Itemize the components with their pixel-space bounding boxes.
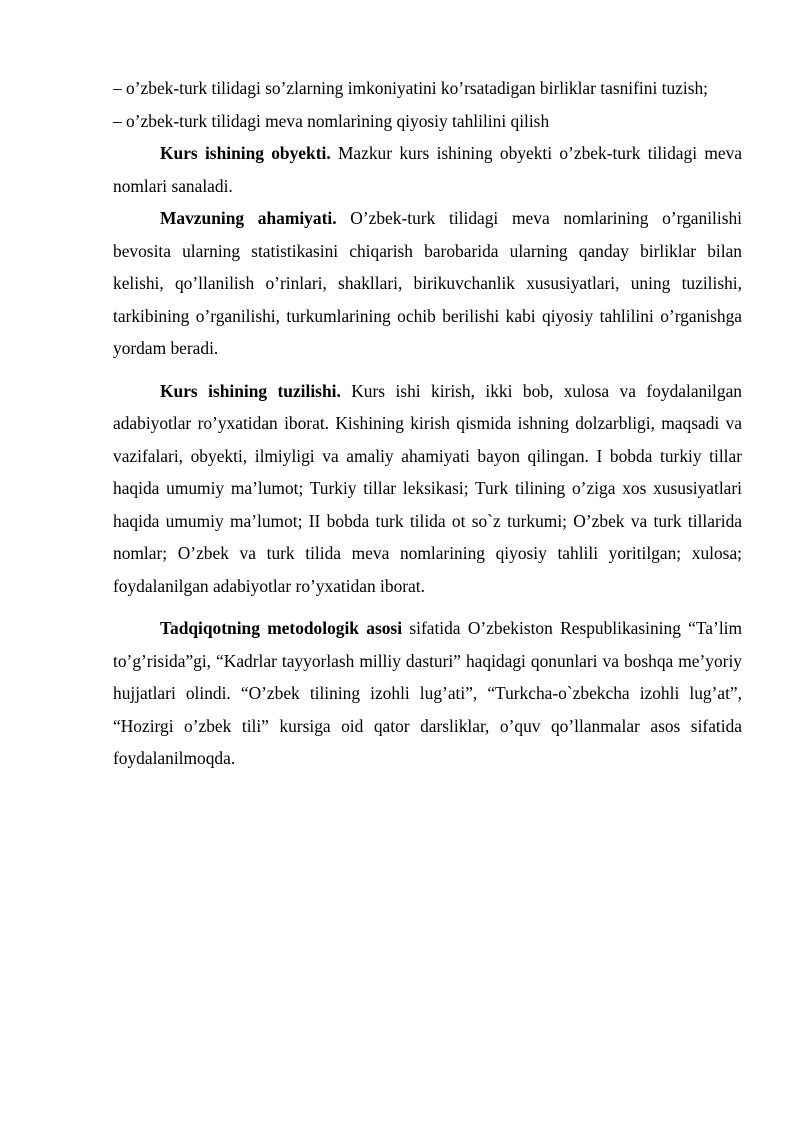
- document-page: [113, 72, 742, 775]
- task-item-comparative-analysis: – o’zbek-turk tilidagi meva nomlarining qiyosiy tahlilini qilish: [113, 110, 550, 131]
- text-topic-importance: O’zbek-turk tilidagi meva nomlarining o’rganilishi bevosita ularning statistikasini chiqarish barobarida ularning qanday birliklar bilan kelishi, qo’llanilish o’rinlari, shakllari, birikuvchanlik xususiyatlari, uning tuzilishi, tarkibining o’rganilishi, turkumlarining ochib berilishi kabi qiyosiy tahlilini o’rganishga yordam beradi.: [113, 208, 742, 358]
- heading-topic-importance: Mavzuning ahamiyati.: [160, 208, 337, 228]
- text-structure: Kurs ishi kirish, ikki bob, xulosa va foydalanilgan adabiyotlar ro’yxatidan iborat. Kishining kirish qismida ishning dolzarbligi, maqsadi va vazifalari, obyekti, ilmiyligi va amaliy ahamiyati bayon qilingan. I bobda turkiy tillar haqida umumiy ma’lumot; Turkiy tillar leksikasi; Turk tilining o’ziga xos xususiyatlari haqida umumiy ma’lumot; II bobda turk tilida ot so`z turkumi; O’zbek va turk tillarida nomlar; O’zbek va turk tilida meva nomlarining qiyosiy tahlili yoritilgan; xulosa; foydalanilgan adabiyotlar ro’yxatidan iborat.: [113, 380, 743, 596]
- heading-structure: Kurs ishining tuzilishi.: [160, 380, 341, 401]
- heading-research-object: Kurs ishining obyekti.: [160, 143, 331, 163]
- text-research-object: Mazkur kurs ishining obyekti o’zbek-turk tilidagi meva nomlari sanaladi.: [113, 143, 742, 196]
- paragraph-structure: [113, 375, 742, 603]
- paragraph-topic-importance: [113, 202, 742, 365]
- text-methodology: sifatida O’zbekiston Respublikasining “Ta’lim to’g’risida”gi, “Kadrlar tayyorlash milliy dasturi” haqidagi qonunlari va boshqa me’yoriy hujjatlari olindi. “O’zbek tilining izohli lug’ati”, “Turkcha-o`zbekcha izohli lug’at”, “Hozirgi o’zbek tili” kursiga oid qator darsliklar, o’quv qo’llanmalar asos sifatida foydalanilmoqda.: [113, 618, 743, 768]
- paragraph-methodology: [113, 612, 742, 775]
- heading-methodology: Tadqiqotning metodologik asosi: [160, 618, 403, 638]
- task-item-classification: – o’zbek-turk tilidagi so’zlarning imkoniyatini ko’rsatadigan birliklar tasnifini tuzish;: [113, 78, 709, 98]
- paragraph-research-object: [113, 137, 742, 202]
